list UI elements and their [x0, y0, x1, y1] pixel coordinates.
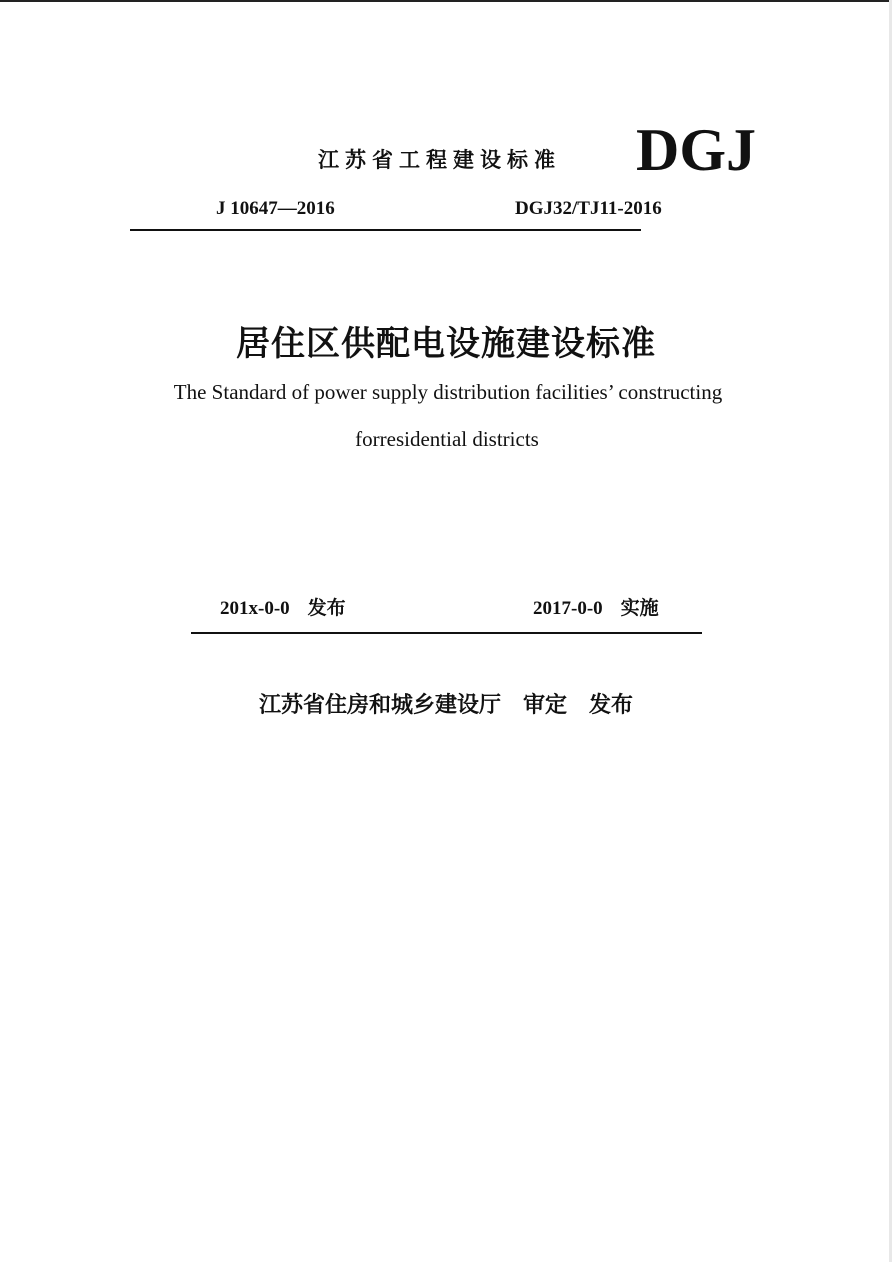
title-english-line2: forresidential districts [355, 427, 539, 451]
header-divider [130, 229, 641, 231]
dates-divider [191, 632, 702, 634]
implementation-date-block [533, 595, 659, 622]
standard-code-logo: DGJ [636, 117, 756, 183]
standard-number: DGJ32/TJ11-2016 [515, 198, 662, 219]
issue-label: 发布 [307, 597, 346, 619]
implementation-date: 2017-0-0 [533, 598, 603, 619]
publisher-line: 江苏省住房和城乡建设厅 审定 发布 [258, 693, 633, 718]
top-border [0, 0, 892, 2]
title-english-line1: The Standard of power supply distribution facilities’ constructing [173, 380, 723, 404]
series-title: 江苏省工程建设标准 [318, 148, 561, 172]
issue-date: 201x-0-0 [220, 598, 290, 619]
issue-date-block [220, 595, 346, 622]
record-number: J 10647—2016 [216, 198, 335, 219]
title-chinese: 居住区供配电设施建设标准 [236, 324, 656, 364]
implementation-label: 实施 [620, 597, 659, 619]
